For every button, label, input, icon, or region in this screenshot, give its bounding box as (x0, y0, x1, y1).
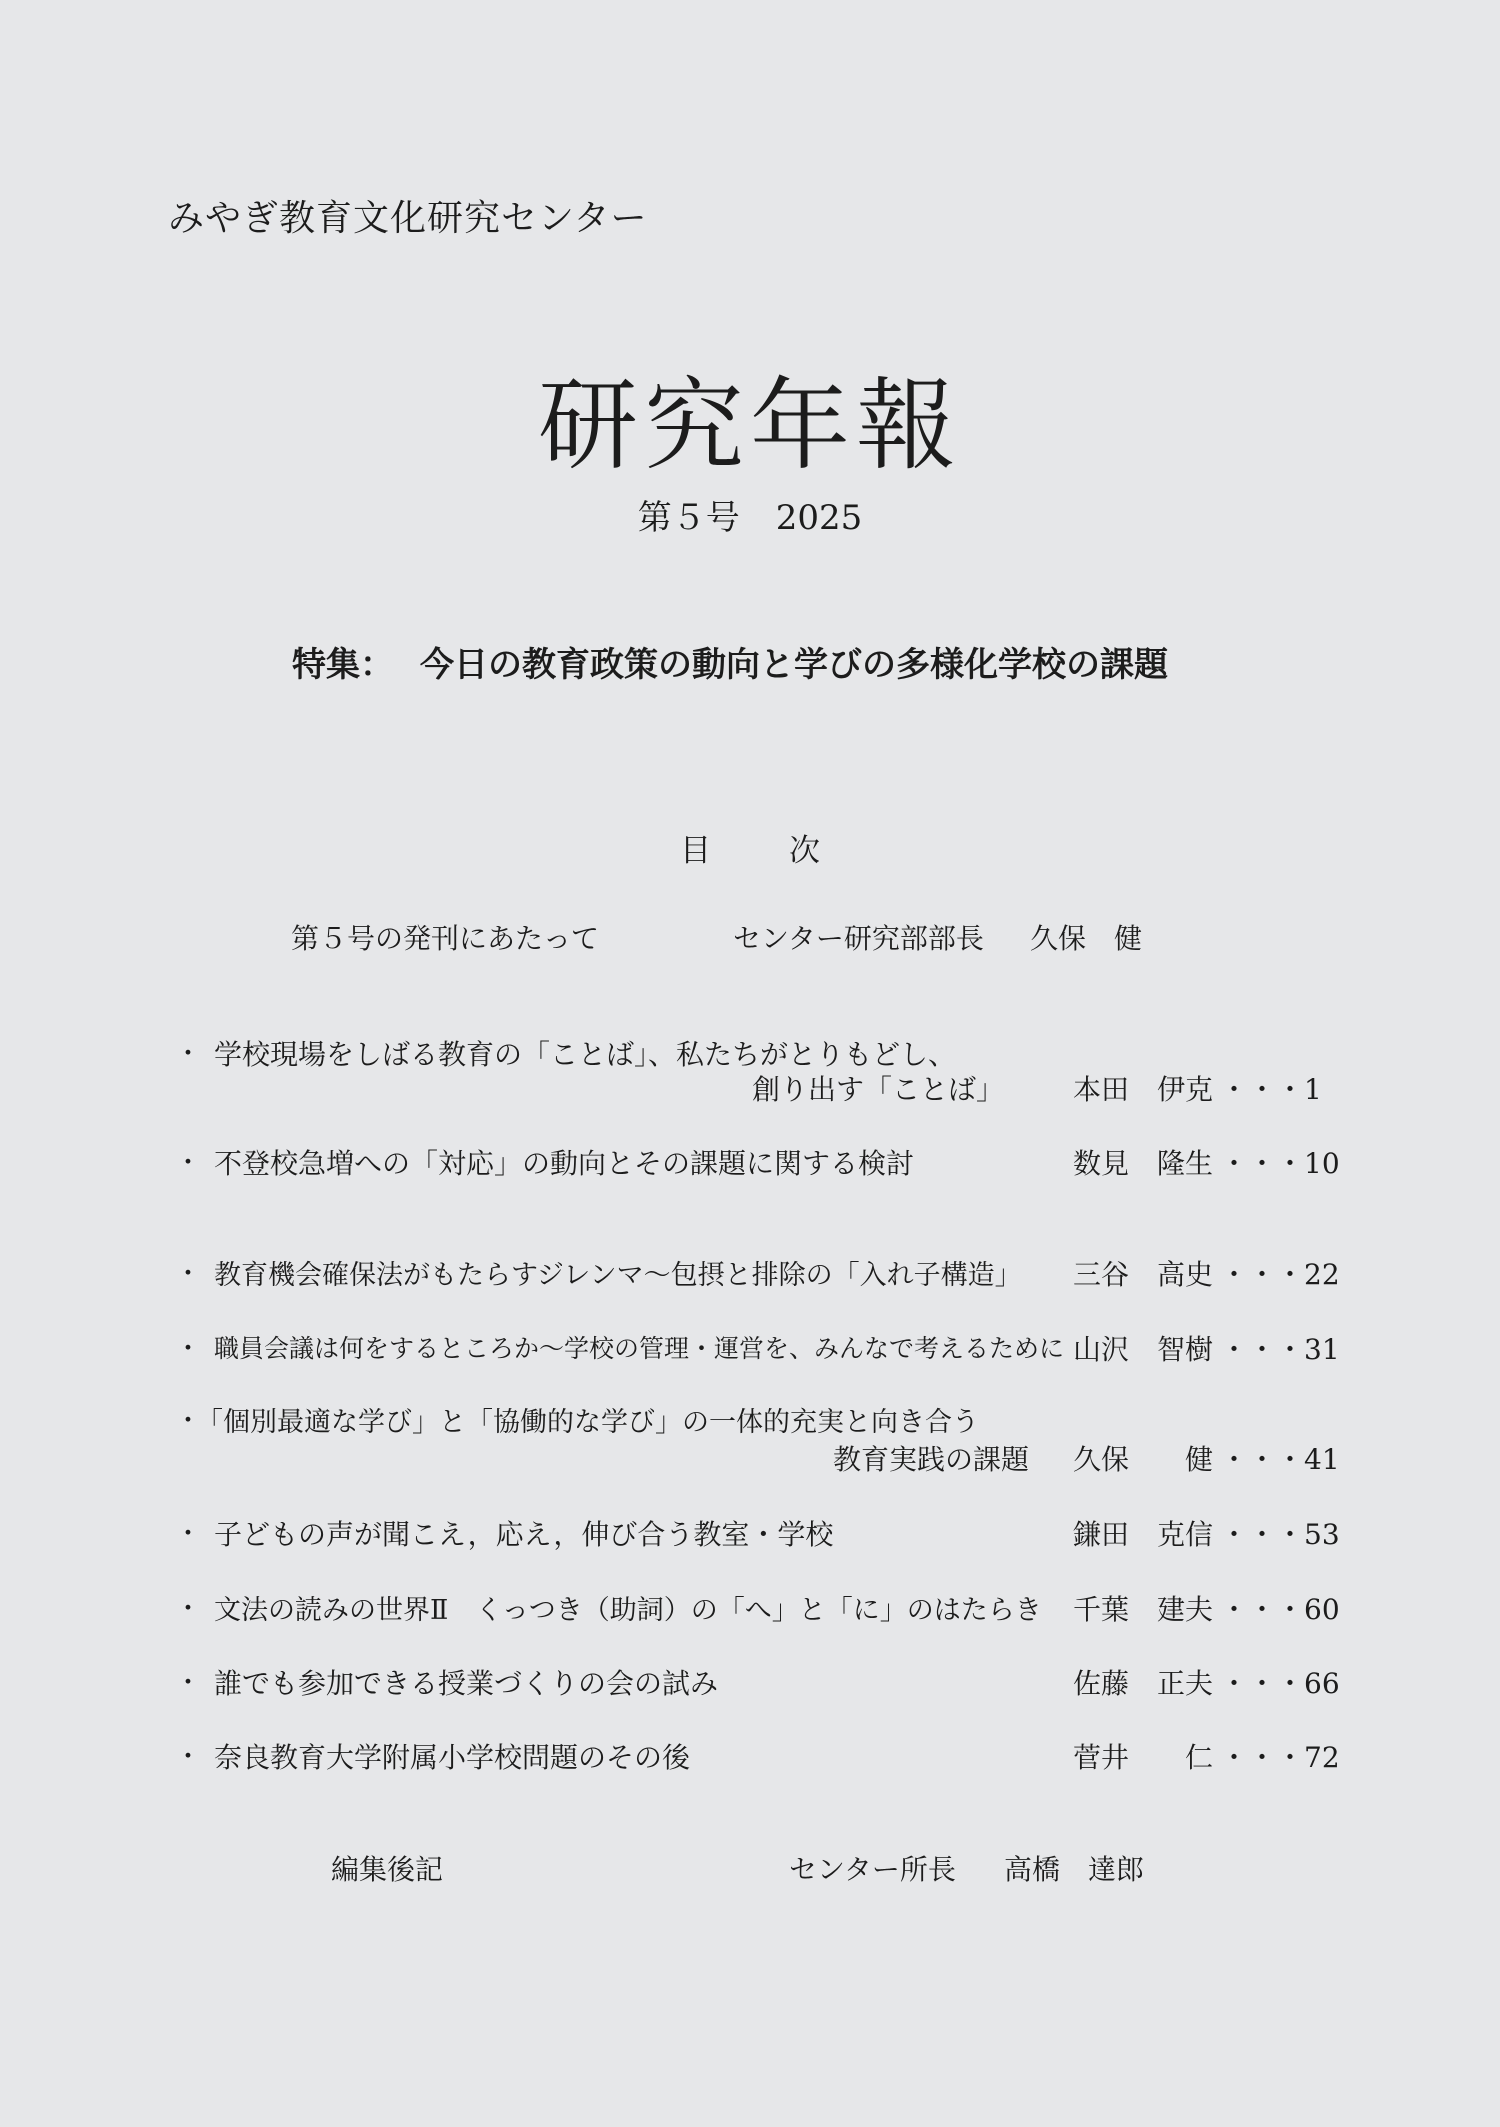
entry-subtitle: 教育実践の課題 (833, 1443, 1030, 1476)
special-feature (292, 637, 1168, 686)
entry-author: 菅井 仁 (1073, 1741, 1214, 1774)
entry-author: 鎌田 克信 (1073, 1518, 1214, 1551)
entry-page: ・・・60 (1220, 1593, 1340, 1626)
issue-year: 2025 (775, 498, 863, 538)
foreword-role: センター研究部部長 (733, 922, 984, 955)
entry-author: 本田 伊克 (1073, 1073, 1214, 1106)
publisher-name: みやぎ教育文化研究センター (168, 198, 648, 239)
entry-page: ・・・22 (1220, 1258, 1340, 1291)
entry-title: 子どもの声が聞こえ，応え，伸び合う教室・学校 (214, 1518, 834, 1551)
entry-bullet: ・ (175, 1259, 202, 1289)
entry-bullet: ・ (175, 1742, 202, 1772)
entry-title: 「個別最適な学び」と「協働的な学び」の一体的充実と向き合う (196, 1407, 979, 1438)
entry-page: ・・・10 (1220, 1147, 1340, 1180)
entry-author: 佐藤 正夫 (1073, 1667, 1214, 1700)
entry-page: ・・・31 (1220, 1333, 1340, 1366)
entry-page: ・・・72 (1220, 1741, 1340, 1774)
entry-bullet: ・ (175, 1594, 202, 1624)
entry-bullet: ・ (175, 1519, 202, 1549)
special-feature-theme: 今日の教育政策の動向と学びの多様化学校の課題 (420, 645, 1168, 685)
entry-author: 千葉 建夫 (1073, 1593, 1214, 1626)
afterword-role: センター所長 (789, 1853, 956, 1886)
entry-title: 教育機会確保法がもたらすジレンマ～包摂と排除の「入れ子構造」 (214, 1260, 1022, 1291)
entry-author: 久保 健 (1073, 1443, 1214, 1476)
toc-heading: 目次 (680, 833, 898, 869)
entry-page: ・・・53 (1220, 1518, 1340, 1551)
entry-title: 奈良教育大学附属小学校問題のその後 (214, 1741, 691, 1774)
entry-page: ・・・1 (1220, 1073, 1322, 1106)
entry-bullet: ・ (175, 1334, 202, 1364)
main-title: 研究年報 (538, 367, 962, 484)
issue-line (0, 490, 1500, 539)
entry-author: 山沢 智樹 (1073, 1333, 1214, 1366)
entry-bullet: ・ (175, 1148, 202, 1178)
entry-title: 文法の読みの世界Ⅱ くっつき（助詞）の「へ」と「に」のはたらき (214, 1595, 1042, 1626)
entry-page: ・・・66 (1220, 1667, 1340, 1700)
afterword-author: 高橋 達郎 (1004, 1853, 1145, 1886)
entry-author: 数見 隆生 (1073, 1147, 1214, 1180)
entry-page: ・・・41 (1220, 1443, 1340, 1476)
entry-author: 三谷 高史 (1073, 1258, 1214, 1291)
foreword-author: 久保 健 (1030, 922, 1143, 955)
entry-bullet: ・ (175, 1406, 202, 1436)
entry-subtitle: 創り出す「ことば」 (752, 1073, 1005, 1106)
entry-bullet: ・ (175, 1039, 202, 1069)
issue-number: 第５号 (637, 498, 740, 538)
entry-bullet: ・ (175, 1668, 202, 1698)
entry-title: 誰でも参加できる授業づくりの会の試み (214, 1667, 719, 1700)
afterword-title: 編集後記 (331, 1853, 444, 1886)
special-feature-label: 特集： (292, 645, 394, 685)
entry-title: 職員会議は何をするところか～学校の管理・運営を、みんなで考えるために (214, 1334, 1065, 1363)
foreword-title: 第５号の発刊にあたって (291, 922, 600, 955)
entry-title: 不登校急増への「対応」の動向とその課題に関する検討 (214, 1147, 915, 1180)
entry-title: 学校現場をしばる教育の「ことば」、私たちがとりもどし、 (214, 1038, 957, 1071)
